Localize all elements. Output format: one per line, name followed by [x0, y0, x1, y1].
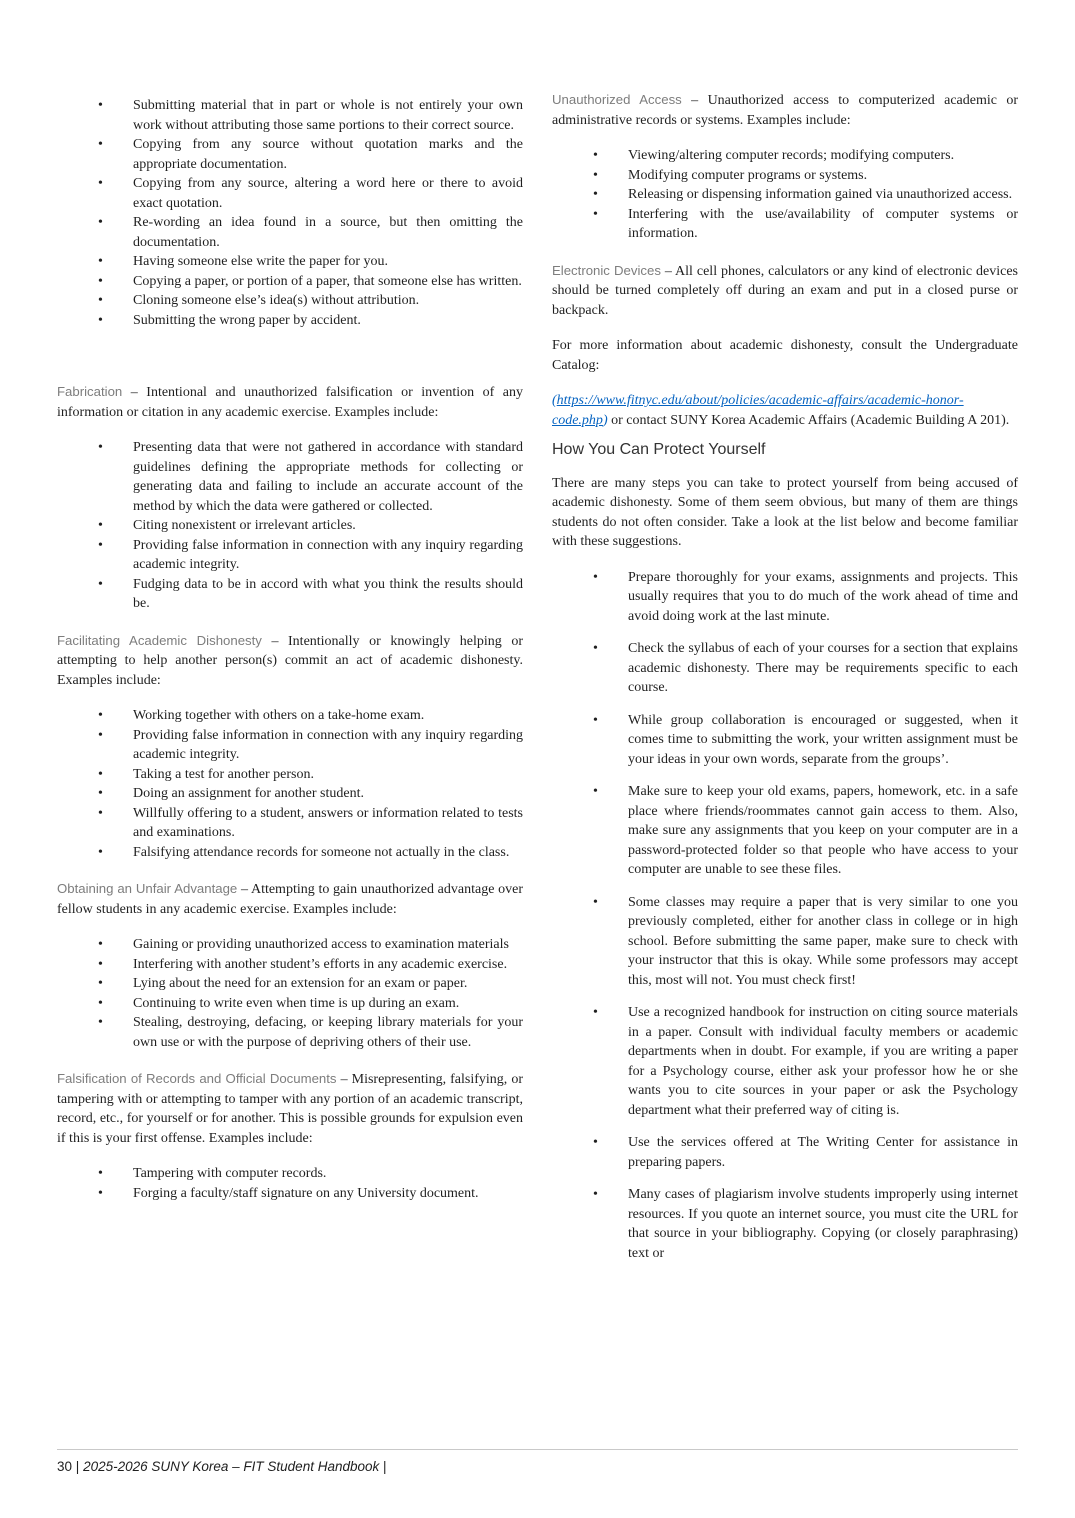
- page-footer: [57, 1449, 1018, 1477]
- handbook-title: 2025-2026 SUNY Korea – FIT Student Handbook: [83, 1459, 380, 1474]
- list-item: • While group collaboration is encouraged or suggested, when it comes time to submitting the work, your written assignment must be your ideas in your own words, separate from the groups’.: [552, 711, 1018, 770]
- list-item: • Working together with others on a take-home exam.: [57, 706, 523, 726]
- list-item: • Use the services offered at The Writing Center for assistance in preparing papers.: [552, 1133, 1018, 1172]
- facilitating-example-list: [57, 706, 523, 862]
- list-item: • Lying about the need for an extension for an exam or paper.: [57, 974, 523, 994]
- list-item: • Submitting material that in part or whole is not entirely your own work without attributing those same portions to their correct source.: [57, 96, 523, 135]
- section-paragraph-facilitating: [57, 631, 523, 691]
- list-item: • Cloning someone else’s idea(s) without attribution.: [57, 291, 523, 311]
- list-item: • Falsifying attendance records for someone not actually in the class.: [57, 843, 523, 863]
- section-term: Electronic Devices: [552, 262, 661, 278]
- catalog-link-paragraph: [552, 391, 1018, 430]
- list-item: • Gaining or providing unauthorized access to examination materials: [57, 935, 523, 955]
- list-item: • Copying a paper, or portion of a paper, that someone else has written.: [57, 272, 523, 292]
- list-item: • Taking a test for another person.: [57, 765, 523, 785]
- plagiarism-example-list: [57, 96, 523, 330]
- list-item: • Check the syllabus of each of your courses for a section that explains academic dishonesty. There may be requirements specific to each course.: [552, 639, 1018, 698]
- section-term: Unauthorized Access: [552, 92, 682, 107]
- list-item: • Make sure to keep your old exams, papers, homework, etc. in a safe place where friends/roommates cannot gain access to them. Also, make sure any assignments that you keep on your computer are in a password-protected folder so that people who have access to your computer are unable to see these files.: [552, 782, 1018, 880]
- list-item: • Some classes may require a paper that is very similar to one you previously completed, either for another class in college or in high school. Before submitting the same paper, make sure to check with your instructor that this is okay. While some professors may accept this, most will not. You must check first!: [552, 893, 1018, 991]
- list-item: • Having someone else write the paper for you.: [57, 252, 523, 272]
- footer-separator: |: [75, 1459, 84, 1474]
- section-term: Facilitating Academic Dishonesty: [57, 632, 262, 648]
- protect-yourself-intro: There are many steps you can take to protect yourself from being accused of academic dishonesty. Some of them seem obvious, but many of them are things students do not often consider. Take a look at the list below and become familiar with these suggestions.: [552, 475, 1018, 549]
- list-item: • Forging a faculty/staff signature on any University document.: [57, 1184, 523, 1204]
- link-close-paren: ): [602, 412, 608, 428]
- list-item: • Interfering with the use/availability of computer systems or information.: [552, 205, 1018, 244]
- list-item: • Copying from any source, altering a word here or there to avoid exact quotation.: [57, 174, 523, 213]
- section-paragraph-fabrication: [57, 382, 523, 422]
- section-description: Intentionally or knowingly helping or attempting to help another person(s) commit an act of academic dishonesty. Examples include:: [57, 633, 523, 688]
- list-item: • Tampering with computer records.: [57, 1164, 523, 1184]
- section-term: Obtaining an Unfair Advantage: [57, 881, 238, 896]
- link-paragraph-rest: or contact SUNY Korea Academic Affairs (Academic Building A 201).: [611, 412, 1010, 428]
- list-item: • Modifying computer programs or systems.: [552, 166, 1018, 186]
- unfair-advantage-example-list: [57, 935, 523, 1052]
- list-item: • Copying from any source without quotation marks and the appropriate documentation.: [57, 135, 523, 174]
- section-description: Intentional and unauthorized falsification or invention of any information or citation in any academic exercise. Examples include:: [57, 385, 524, 420]
- section-dash: –: [664, 263, 672, 279]
- right-column: [552, 90, 1018, 1280]
- protect-yourself-tip-list: [552, 568, 1018, 1264]
- list-item: • Providing false information in connection with any inquiry regarding academic integrity.: [57, 536, 523, 575]
- section-dash: –: [271, 633, 279, 649]
- list-item: • Presenting data that were not gathered in accordance with standard guidelines defining the appropriate methods for collecting or generating data and failing to include an accurate account of the method by which the data were gathered or collected.: [57, 438, 523, 516]
- falsification-records-example-list: [57, 1164, 523, 1203]
- section-paragraph-unfair-advantage: [57, 879, 523, 919]
- list-item: • Willfully offering to a student, answers or information related to tests and examinations.: [57, 804, 523, 843]
- academic-honor-code-link[interactable]: https://www.fitnyc.edu/about/policies/academic-affairs/academic-honor-code.php: [552, 393, 964, 428]
- list-item: • Submitting the wrong paper by accident.: [57, 311, 523, 331]
- list-item: • Continuing to write even when time is up during an exam.: [57, 994, 523, 1014]
- list-item: • Use a recognized handbook for instruction on citing source materials in a paper. Consult with individual faculty members or academic departments when in doubt. For example, if you are writing a paper for a Psychology course, either ask your professor how he or she wants you to cite sources in your paper or ask the Psychology department what their preferred way of citing is.: [552, 1003, 1018, 1120]
- two-column-layout: [57, 90, 1018, 1280]
- list-item: • Many cases of plagiarism involve students improperly using internet resources. If you quote an internet source, you must cite the URL for that source in your bibliography. Copying (or closely paraphrasing) text or: [552, 1185, 1018, 1263]
- section-dash: –: [130, 385, 138, 400]
- page-number: 30: [57, 1459, 73, 1474]
- section-description: Misrepresenting, falsifying, or tampering with or attempting to tamper with any portion of an academic transcript, record, etc., for yourself or for another. This is possible grounds for expulsion even if this is your first offense. Examples include:: [57, 1072, 524, 1146]
- left-column: [57, 90, 523, 1280]
- list-item: • Providing false information in connection with any inquiry regarding academic integrity.: [57, 726, 523, 765]
- section-description: Attempting to gain unauthorized advantage over fellow students in any academic exercise. Examples include:: [57, 882, 524, 917]
- section-term: Falsification of Records and Official Documents: [57, 1071, 337, 1086]
- list-item: • Re-wording an idea found in a source, but then omitting the documentation.: [57, 213, 523, 252]
- section-paragraph-unauthorized-access: [552, 90, 1018, 130]
- section-dash: –: [241, 882, 248, 897]
- section-paragraph-falsification-records: [57, 1069, 523, 1148]
- footer-trailing-separator: |: [379, 1459, 387, 1474]
- section-description: All cell phones, calculators or any kind of electronic devices should be turned completely off during an exam and put in a closed purse or backpack.: [552, 263, 1019, 318]
- list-item: • Releasing or dispensing information gained via unauthorized access.: [552, 185, 1018, 205]
- list-item: • Fudging data to be in accord with what you think the results should be.: [57, 575, 523, 614]
- link-open-paren: (: [552, 393, 557, 408]
- list-item: • Stealing, destroying, defacing, or keeping library materials for your own use or with the purpose of depriving others of their use.: [57, 1013, 523, 1052]
- section-dash: –: [340, 1072, 348, 1087]
- section-description: Unauthorized access to computerized academic or administrative records or systems. Examples include:: [552, 93, 1019, 128]
- protect-yourself-heading: How You Can Protect Yourself: [552, 441, 766, 458]
- catalog-info-paragraph: For more information about academic dishonesty, consult the Undergraduate Catalog:: [552, 338, 1018, 373]
- list-item: • Citing nonexistent or irrelevant articles.: [57, 516, 523, 536]
- section-paragraph-electronic-devices: [552, 261, 1018, 321]
- list-item: • Interfering with another student’s efforts in any academic exercise.: [57, 955, 523, 975]
- unauthorized-access-example-list: [552, 146, 1018, 244]
- section-term: Fabrication: [57, 384, 123, 399]
- fabrication-example-list: [57, 438, 523, 614]
- list-item: • Viewing/altering computer records; modifying computers.: [552, 146, 1018, 166]
- list-item: • Doing an assignment for another student.: [57, 784, 523, 804]
- list-item: • Prepare thoroughly for your exams, assignments and projects. This usually requires that you to do much of the work ahead of time and avoid doing work at the last minute.: [552, 568, 1018, 627]
- section-dash: –: [691, 93, 699, 108]
